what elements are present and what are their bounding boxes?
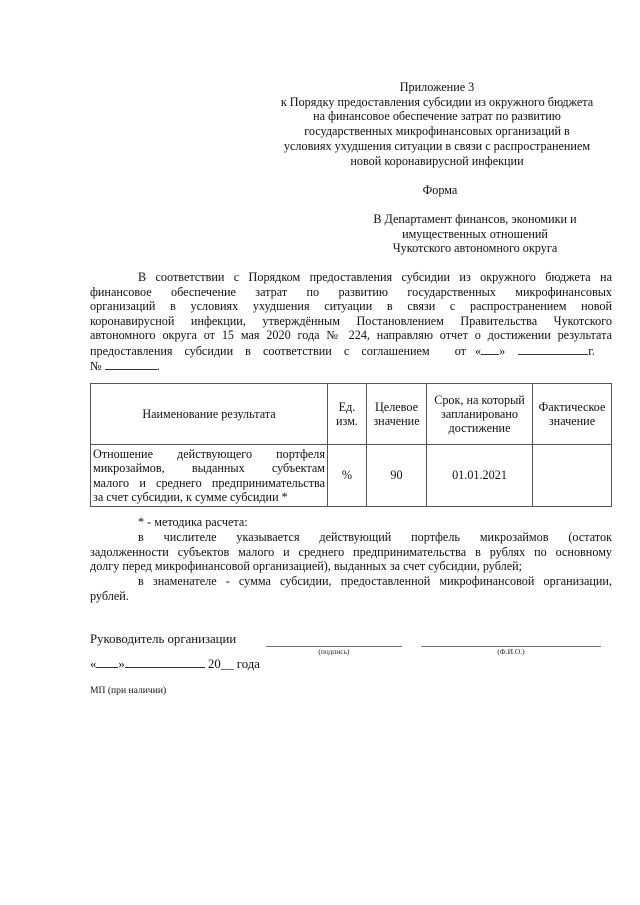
- header-unit: Ед. изм.: [328, 384, 367, 445]
- agreement-day-field[interactable]: [481, 343, 499, 355]
- table-header-row: [91, 384, 612, 445]
- form-label: Форма: [422, 183, 458, 197]
- notes-numerator-line: задолженности субъектов малого и среднего предпринимательства в рублях по основному: [90, 544, 612, 559]
- signature-label: Руководитель организации: [90, 632, 237, 646]
- appendix-line: к Порядку предоставления субсидии из окружного бюджета: [280, 94, 594, 109]
- notes-denominator-line: рублей.: [90, 588, 129, 603]
- calculation-notes: [90, 515, 612, 604]
- date-day-field[interactable]: [96, 656, 118, 668]
- cell-text-line: микрозаймов, выданных субъектам: [93, 461, 325, 476]
- agreement-number-label: №: [90, 358, 102, 373]
- notes-denominator-line: в знаменателе - сумма субсидии, предоставленной микрофинансовой организации,: [138, 574, 612, 589]
- notes-numerator-line: в числителе указывается действующий портфель микрозаймов (остаток: [138, 529, 612, 544]
- notes-title: * - методика расчета:: [138, 515, 248, 529]
- date-year: 20__ года: [208, 657, 260, 671]
- appendix-line: условиях ухудшения ситуации в связи с распространением: [283, 138, 591, 153]
- agreement-number-suffix: .: [156, 358, 160, 373]
- header-actual: Фактическое значение: [533, 384, 612, 445]
- appendix-line: государственных микрофинансовых организаций в: [304, 124, 570, 139]
- report-paragraph: [90, 270, 612, 372]
- paragraph-line: автономного округа от 15 мая 2020 года № 224, направляю отчет о достижении результата: [90, 328, 612, 343]
- name-caption: (Ф.И.О.): [497, 647, 525, 656]
- cell-unit: %: [328, 445, 367, 507]
- agreement-month-field[interactable]: [518, 343, 588, 355]
- paragraph-line-number: [90, 358, 612, 373]
- header-deadline: Срок, на который запланировано достижение: [427, 384, 533, 445]
- stamp-label: МП (при наличии): [90, 685, 167, 696]
- agreement-from-label: от «: [454, 343, 482, 358]
- name-field[interactable]: [421, 646, 601, 656]
- addressee-line: В Департамент финансов, экономики и: [373, 212, 577, 226]
- agreement-number-field[interactable]: [105, 358, 157, 370]
- agreement-quote-close: »: [499, 343, 506, 358]
- notes-numerator-line: долгу перед микрофинансовой организацией), выданных за счет субсидии, рублей;: [90, 559, 523, 574]
- paragraph-line: В соответствии с Порядком предоставления субсидии из окружного бюджета на: [138, 270, 612, 284]
- cell-text-line: за счет субсидии, к сумме субсидии *: [93, 489, 288, 504]
- signature-date: [90, 656, 260, 672]
- appendix-header: [262, 80, 612, 168]
- paragraph-line: коронавирусной инфекции, утверждённым Постановлением Правительства Чукотского: [90, 313, 612, 328]
- date-open-quote: «: [90, 657, 97, 671]
- agreement-year-suffix: г.: [588, 343, 595, 358]
- date-close-quote: »: [118, 657, 125, 671]
- cell-text-line: Отношение действующего портфеля: [93, 446, 325, 461]
- addressee-line: имущественных отношений: [402, 226, 548, 241]
- cell-actual[interactable]: [533, 445, 612, 507]
- header-target: Целевое значение: [367, 384, 427, 445]
- addressee-block: [345, 212, 605, 256]
- results-table: [90, 383, 612, 507]
- paragraph-line: финансовое обеспечение затрат по развитию государственных микрофинансовых: [90, 284, 612, 299]
- paragraph-line-agreement: [90, 343, 612, 358]
- signature-field[interactable]: [266, 646, 402, 656]
- agreement-text: предоставления субсидии в соответствии с соглашением: [90, 343, 430, 358]
- header-result-name: Наименование результата: [91, 384, 328, 445]
- cell-result-name: [91, 445, 328, 507]
- appendix-line: на финансовое обеспечение затрат по развитию: [313, 109, 561, 124]
- cell-text-line: малого и среднего предпринимательства: [93, 475, 325, 490]
- date-month-field[interactable]: [125, 656, 205, 668]
- table-row: [91, 445, 612, 507]
- paragraph-line: организаций в условиях ухудшения ситуации в связи с распространением новой: [90, 299, 612, 314]
- cell-deadline: 01.01.2021: [427, 445, 533, 507]
- cell-target: 90: [367, 445, 427, 507]
- signature-caption: (подпись): [318, 647, 350, 656]
- addressee-line: Чукотского автономного округа: [392, 241, 558, 256]
- appendix-title: Приложение 3: [399, 80, 475, 94]
- appendix-line: новой коронавирусной инфекции: [350, 153, 524, 168]
